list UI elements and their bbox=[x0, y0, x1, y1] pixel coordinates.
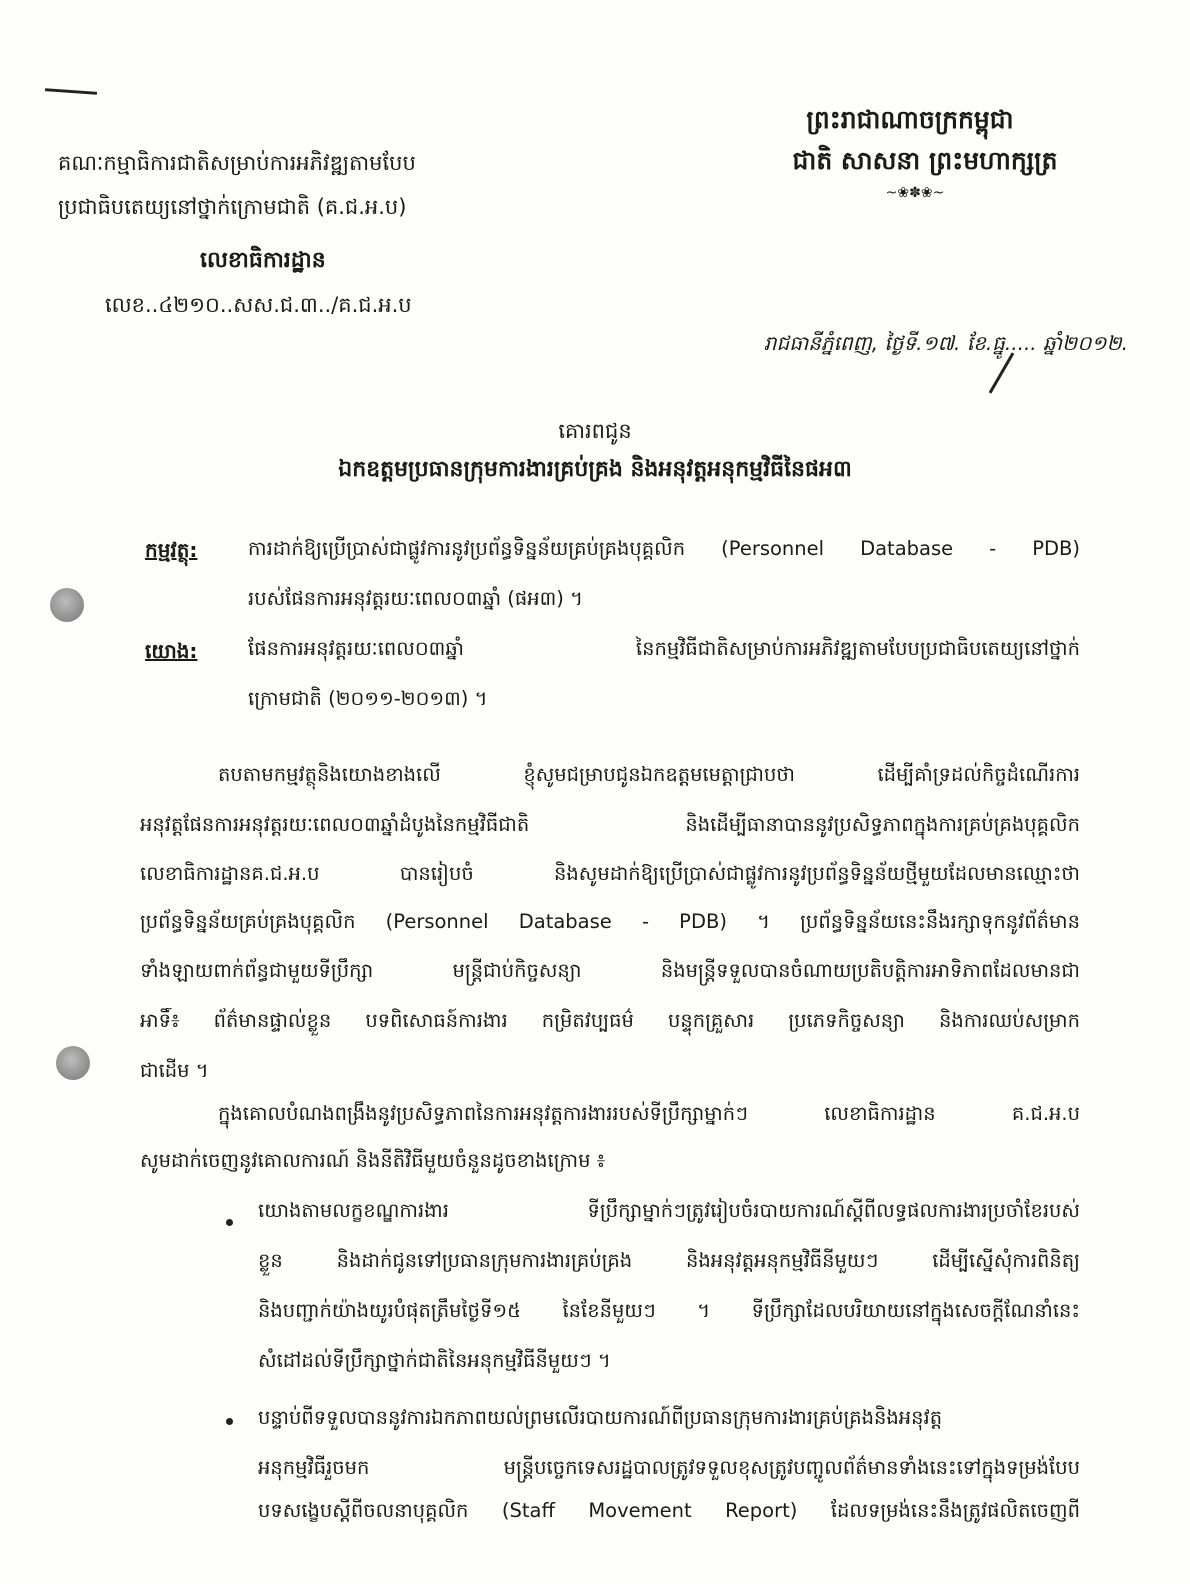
paragraph-line: ទាំងឡាយពាក់ព័ន្ធជាមួយទីប្រឹក្សា មន្ត្រីជាប់កិច្ចសន្យា និងមន្ត្រីទទួលបានចំណាយប្រតិបត្តិការអាទិភាពដែលមានជា bbox=[140, 959, 1080, 982]
subject-line: ការដាក់ឱ្យប្រើប្រាស់ជាផ្លូវការនូវប្រព័ន្ធទិន្នន័យគ្រប់គ្រងបុគ្គលិក (Personnel Database - PDB) bbox=[248, 537, 1080, 560]
bullet-line: និងបញ្ជាក់យ៉ាងយូរបំផុតត្រឹមថ្ងៃទី១៥ នៃខែនីមួយៗ ។ ទីប្រឹក្សាដែលបរិយាយនៅក្នុងសេចក្តីណែនាំនេះ bbox=[258, 1299, 1080, 1322]
paragraph-line: អនុវត្តផែនការអនុវត្តរយៈពេល០៣ឆ្នាំដំបូងនៃកម្មវិធីជាតិ និងដើម្បីធានាបាននូវប្រសិទ្ធភាពក្នុងការគ្រប់គ្រងបុគ្គលិក bbox=[140, 813, 1080, 836]
bullet-line: សំដៅដល់ទីប្រឹក្សាថ្នាក់ជាតិនៃអនុកម្មវិធីនីមួយៗ ។ bbox=[258, 1349, 611, 1372]
bullet-icon bbox=[226, 1219, 233, 1226]
reference-number: លេខ..៤២១០..សស.ជ.៣../គ.ជ.អ.ប bbox=[105, 293, 412, 317]
national-motto: ជាតិ សាសនា ព្រះមហាក្សត្រ bbox=[792, 146, 1058, 175]
paragraph-line: លេខាធិការដ្ឋានគ.ជ.អ.ប បានរៀបចំ និងសូមដាក់ឱ្យប្រើប្រាស់ជាផ្លូវការនូវប្រព័ន្ធទិន្នន័យថ្មីមួយដែលមានឈ្មោះថា bbox=[140, 862, 1080, 885]
reference-line: ផែនការអនុវត្តរយៈពេល០៣ឆ្នាំ នៃកម្មវិធីជាតិសម្រាប់ការអភិវឌ្ឍតាមបែបប្រជាធិបតេយ្យនៅថ្នាក់ bbox=[248, 637, 1080, 660]
bullet-line: បន្ទាប់ពីទទួលបាននូវការឯកភាពយល់ព្រមលើរបាយការណ៍ពីប្រធានក្រុមការងារគ្រប់គ្រងនិងអនុវត្ត bbox=[258, 1406, 943, 1429]
reference-label: យោង: bbox=[145, 639, 198, 663]
paragraph-line: ក្នុងគោលបំណងពង្រឹងនូវប្រសិទ្ធភាពនៃការអនុវត្តការងាររបស់ទីប្រឹក្សាម្នាក់ៗ លេខាធិការដ្ឋាន គ.ជ.អ.ប bbox=[218, 1102, 1080, 1125]
reference-line: ក្រោមជាតិ (២០១១-២០១៣) ។ bbox=[248, 687, 488, 710]
paragraph-line: សូមដាក់ចេញនូវគោលការណ៍ និងនីតិវិធីមួយចំនួនដូចខាងក្រោម ៖ bbox=[140, 1149, 606, 1172]
paragraph-line: ប្រព័ន្ធទិន្នន័យគ្រប់គ្រងបុគ្គលិក (Personnel Database - PDB) ។ ប្រព័ន្ធទិន្នន័យនេះនឹងរក្សាទុកនូវព័ត៌មាន bbox=[140, 910, 1080, 933]
bullet-icon bbox=[226, 1418, 233, 1425]
secretariat-title: លេខាធិការដ្ឋាន bbox=[200, 248, 326, 273]
subject-label: កម្មវត្ថុ: bbox=[145, 538, 198, 562]
bullet-line: យោងតាមលក្ខខណ្ឌការងារ ទីប្រឹក្សាម្នាក់ៗត្រូវរៀបចំរបាយការណ៍ស្តីពីលទ្ធផលការងារប្រចាំខែរបស់ bbox=[258, 1199, 1080, 1222]
bullet-line: ខ្លួន និងដាក់ជូនទៅប្រធានក្រុមការងារគ្រប់គ្រង និងអនុវត្តអនុកម្មវិធីនីមួយៗ ដើម្បីស្នើសុំការពិនិត្យ bbox=[258, 1249, 1080, 1272]
subject-line: របស់ផែនការអនុវត្តរយៈពេល០៣ឆ្នាំ (ផអ៣) ។ bbox=[248, 587, 583, 610]
recipient: ឯកឧត្តមប្រធានក្រុមការងារគ្រប់គ្រង និងអនុវត្តអនុកម្មវិធីនៃផអ៣ bbox=[338, 457, 852, 482]
paragraph-line: អាទិ៍៖ ព័ត៌មានផ្ទាល់ខ្លួន បទពិសោធន៍ការងារ កម្រិតវប្បធម៌ បន្ទុកគ្រួសារ ប្រភេទកិច្ចសន្យា និងការឈប់សម្រាក bbox=[140, 1009, 1080, 1032]
org-name-line2: ប្រជាធិបតេយ្យនៅថ្នាក់ក្រោមជាតិ (គ.ជ.អ.ប) bbox=[58, 195, 407, 219]
punch-hole bbox=[56, 1046, 90, 1080]
bullet-line: អនុកម្មវិធីរួចមក មន្ត្រីបច្ចេកទេសរដ្ឋបាលត្រូវទទួលខុសត្រូវបញ្ចូលព័ត៌មានទាំងនេះទៅក្នុងទម្រង់បែប bbox=[258, 1456, 1080, 1479]
kingdom-title: ព្រះរាជាណាចក្រកម្ពុជា bbox=[806, 105, 1014, 134]
paragraph-line: តបតាមកម្មវត្ថុនិងយោងខាងលើ ខ្ញុំសូមជម្រាបជូនឯកឧត្តមមេត្តាជ្រាបថា ដើម្បីគាំទ្រដល់កិច្ចដំណើរការ bbox=[218, 763, 1080, 786]
salutation: គោរពជូន bbox=[558, 419, 632, 443]
paragraph-line: ជាដើម ។ bbox=[140, 1059, 209, 1082]
org-name-line1: គណៈកម្មាធិការជាតិសម្រាប់ការអភិវឌ្ឍតាមបែប bbox=[58, 151, 416, 175]
punch-hole bbox=[50, 588, 84, 622]
ornament-icon: ~❀✽❀~ bbox=[885, 185, 945, 201]
bullet-line: បទសង្ខេបស្តីពីចលនាបុគ្គលិក (Staff Movement Report) ដែលទម្រង់នេះនឹងត្រូវផលិតចេញពី bbox=[258, 1499, 1080, 1522]
pen-mark bbox=[45, 88, 97, 95]
date-line: រាជធានីភ្នំពេញ, ថ្ងៃទី.១៧. ខែ.ធ្នូ..... ឆ្នាំ២០១២. bbox=[763, 331, 1128, 355]
